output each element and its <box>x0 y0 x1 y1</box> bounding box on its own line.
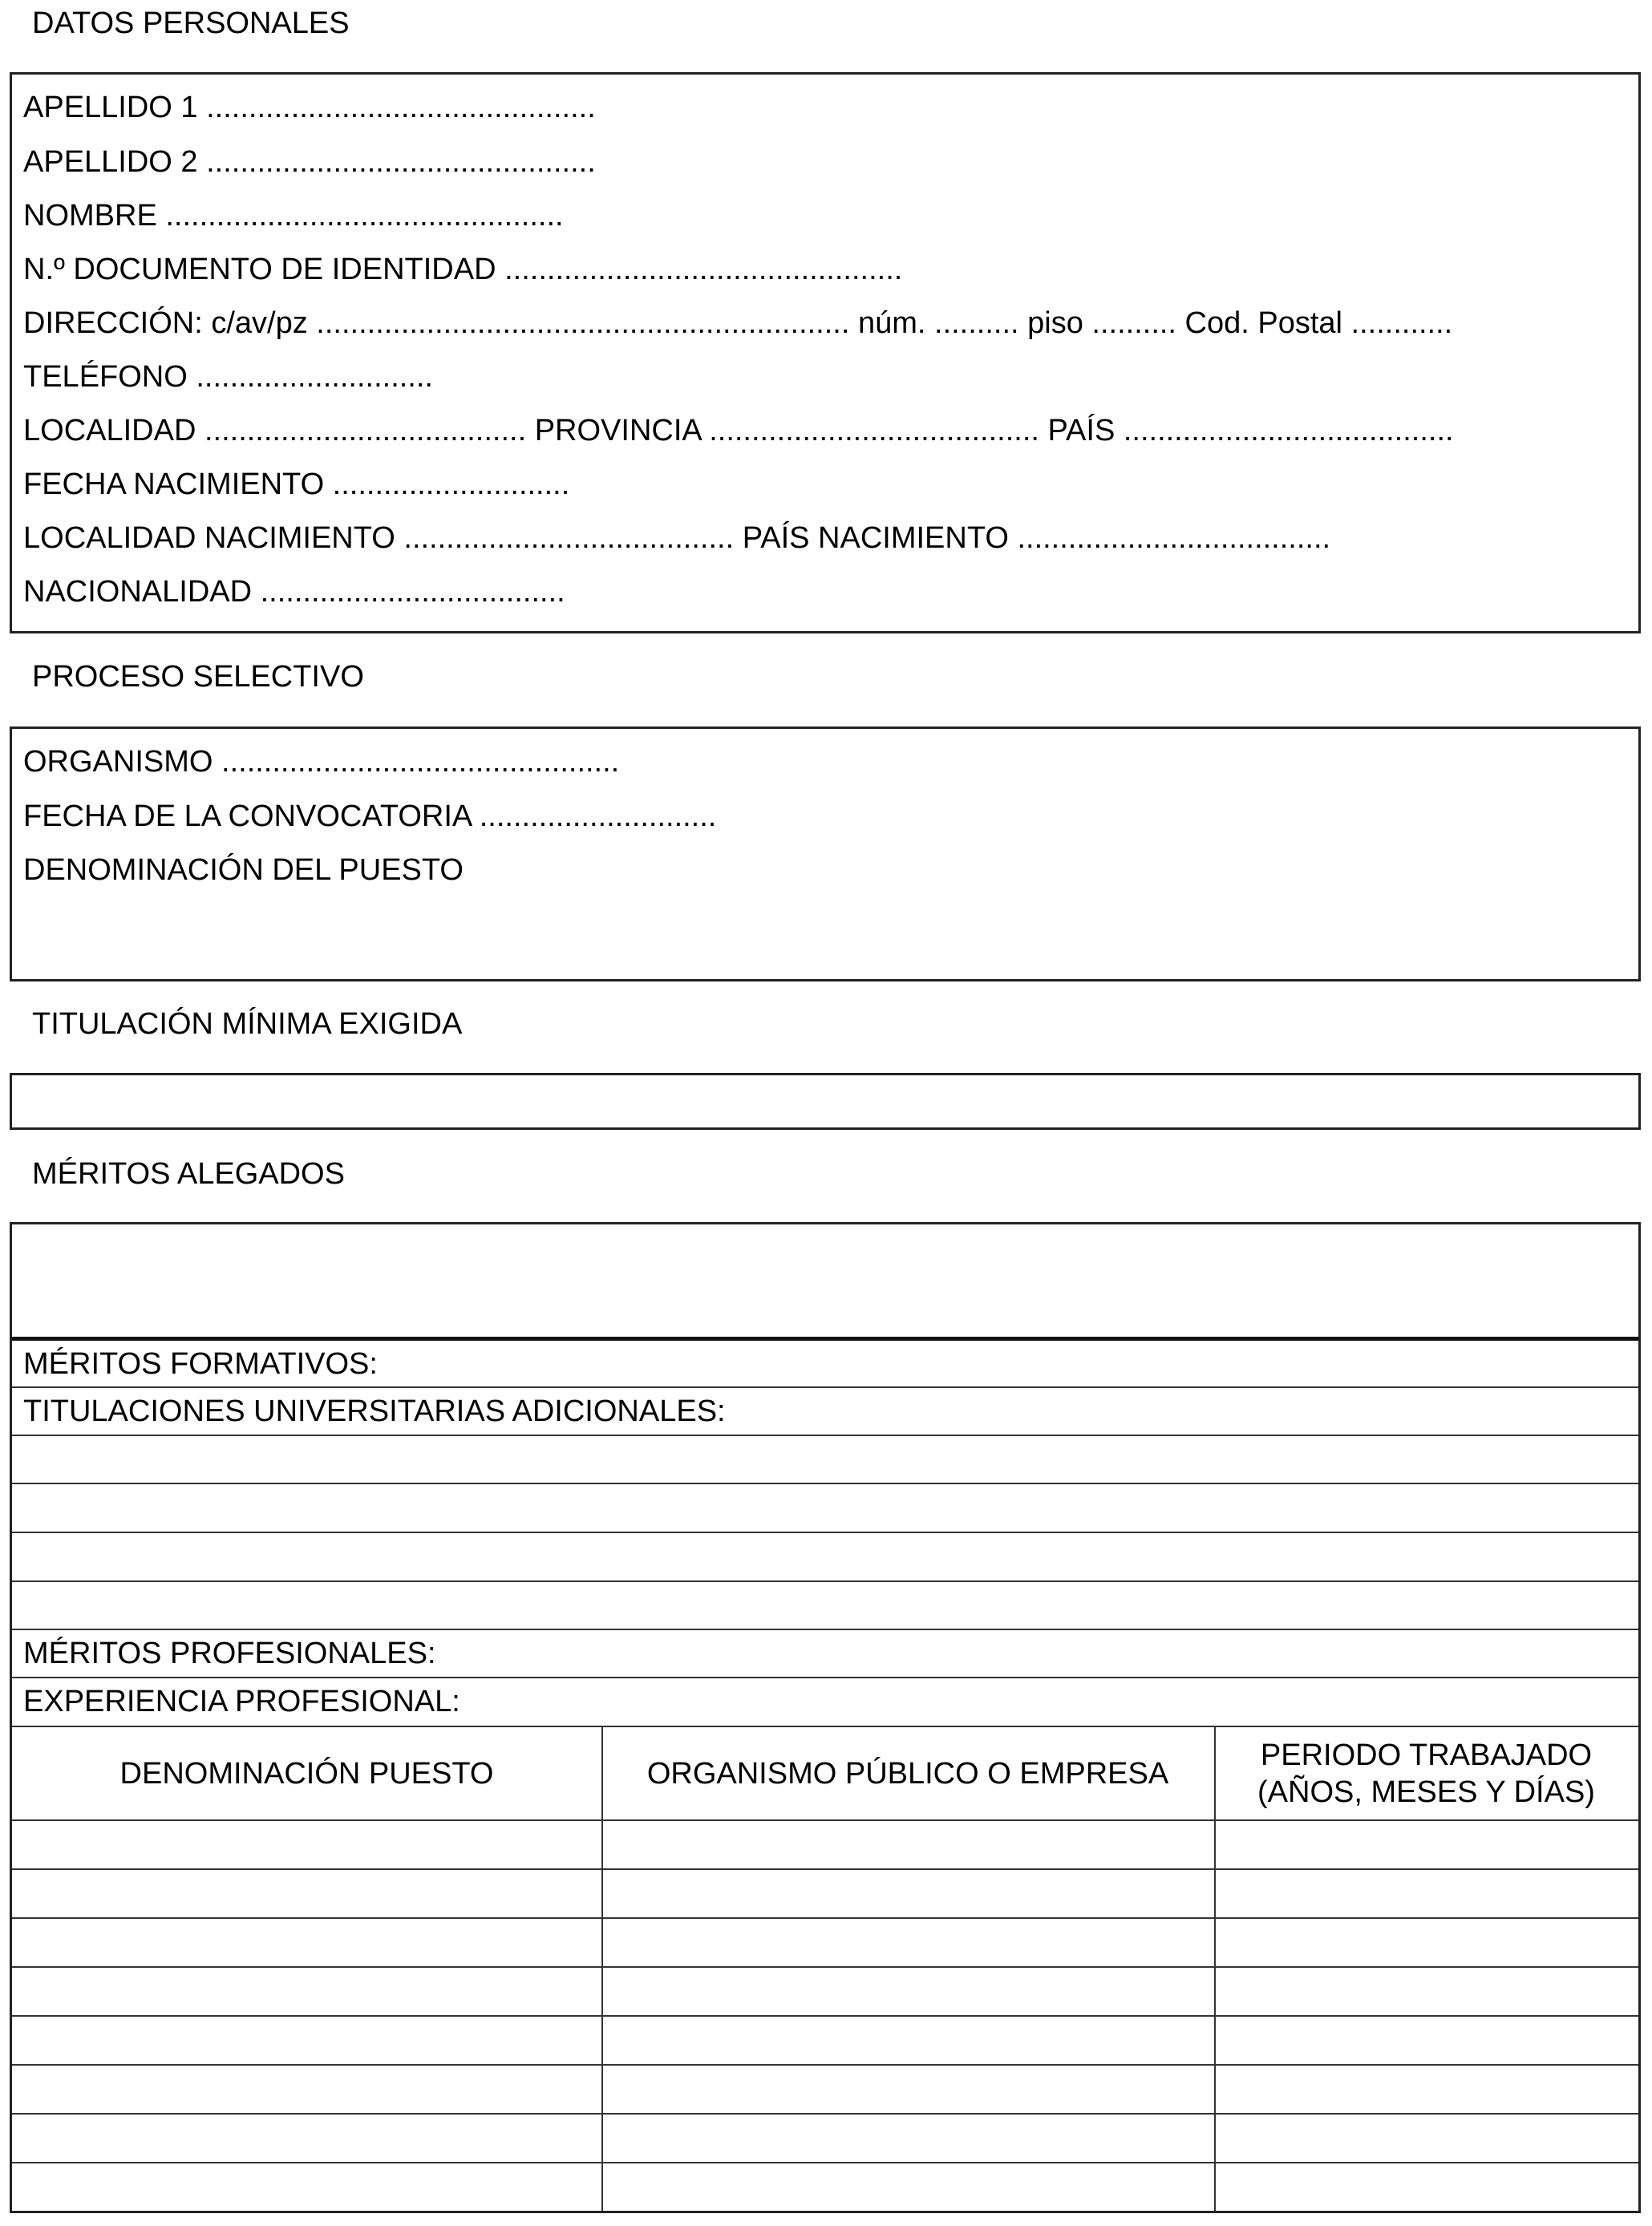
call-date-field[interactable]: FECHA DE LA CONVOCATORIA ............................ <box>23 799 717 833</box>
experience-entry-row[interactable] <box>12 1966 1638 2015</box>
phone-field[interactable]: TELÉFONO ............................ <box>23 360 433 394</box>
experience-entry-row[interactable] <box>12 2015 1638 2064</box>
experience-entry-row[interactable] <box>12 2064 1638 2113</box>
position-name-field[interactable]: DENOMINACIÓN DEL PUESTO <box>23 853 464 887</box>
training-merits-label: MÉRITOS FORMATIVOS: <box>23 1347 378 1381</box>
column-separator <box>601 1726 603 2211</box>
experience-entry-row[interactable] <box>12 1868 1638 1917</box>
birth-place-field[interactable]: LOCALIDAD NACIMIENTO ....................................... PAÍS NACIMIENTO ..................................... <box>23 521 1331 555</box>
experience-entry-row[interactable] <box>12 2113 1638 2162</box>
surname2-field[interactable]: APELLIDO 2 .............................................. <box>23 145 596 179</box>
personal-data-box <box>10 72 1641 633</box>
name-field[interactable]: NOMBRE ............................................... <box>23 199 564 233</box>
birth-date-field[interactable]: FECHA NACIMIENTO ............................ <box>23 467 570 501</box>
id-document-field[interactable]: N.º DOCUMENTO DE IDENTIDAD ............................................... <box>23 253 903 286</box>
nationality-field[interactable]: NACIONALIDAD .................................... <box>23 575 565 609</box>
experience-table-header <box>12 1726 1638 1819</box>
selection-process-box <box>10 726 1641 981</box>
column-header-organization: ORGANISMO PÚBLICO O EMPRESA <box>646 1756 1169 1791</box>
experience-entry-row[interactable] <box>12 2162 1638 2211</box>
experience-entry-row[interactable] <box>12 1917 1638 1966</box>
section-title-personal-data: DATOS PERSONALES <box>32 6 350 40</box>
section-title-selection-process: PROCESO SELECTIVO <box>32 660 364 694</box>
training-merits-row <box>12 1337 1638 1386</box>
column-separator <box>1214 1726 1216 2211</box>
organization-field[interactable]: ORGANISMO ............................................... <box>23 745 620 779</box>
column-header-period: PERIODO TRABAJADO (AÑOS, MESES Y DÍAS) <box>1257 1738 1595 1809</box>
section-title-merits: MÉRITOS ALEGADOS <box>32 1157 345 1191</box>
experience-label: EXPERIENCIA PROFESIONAL: <box>23 1685 460 1718</box>
professional-merits-row <box>12 1629 1638 1677</box>
minimum-degree-input[interactable] <box>10 1073 1641 1130</box>
degree-entry-row[interactable] <box>12 1532 1638 1580</box>
merits-table <box>10 1222 1641 2213</box>
experience-row <box>12 1677 1638 1726</box>
additional-degrees-row <box>12 1386 1638 1435</box>
locality-field[interactable]: LOCALIDAD ...................................... PROVINCIA ....................................... PAÍS ....................................... <box>23 414 1454 447</box>
additional-degrees-label: TITULACIONES UNIVERSITARIAS ADICIONALES: <box>23 1394 726 1428</box>
professional-merits-label: MÉRITOS PROFESIONALES: <box>23 1637 436 1670</box>
section-title-minimum-degree: TITULACIÓN MÍNIMA EXIGIDA <box>32 1007 463 1041</box>
address-field[interactable]: DIRECCIÓN: c/av/pz ............................................................... núm. .......... piso .......... Cod. Postal ............ <box>23 306 1453 340</box>
degree-entry-row[interactable] <box>12 1435 1638 1483</box>
column-header-position: DENOMINACIÓN PUESTO <box>119 1756 494 1791</box>
degree-entry-row[interactable] <box>12 1580 1638 1629</box>
experience-entry-row[interactable] <box>12 1819 1638 1868</box>
degree-entry-row[interactable] <box>12 1483 1638 1532</box>
surname1-field[interactable]: APELLIDO 1 .............................................. <box>23 91 596 124</box>
